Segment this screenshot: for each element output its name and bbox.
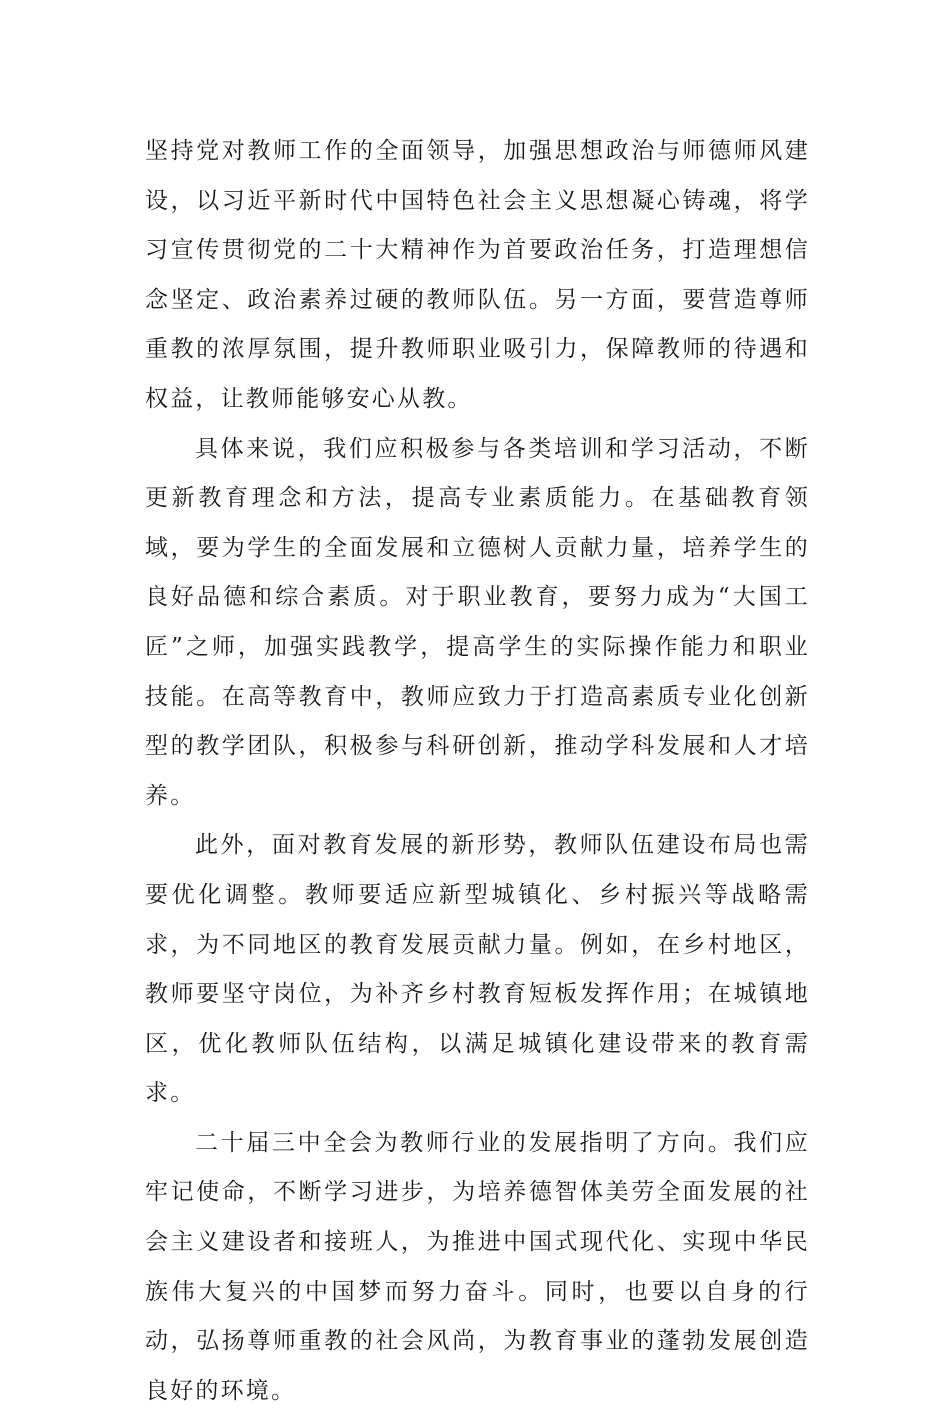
paragraph: 二十届三中全会为教师行业的发展指明了方向。我们应牢记使命，不断学习进步，为培养德智体美劳全面发展的社会主义建设者和接班人，为推进中国式现代化、实现中华民族伟大复兴的中国梦而努力奋斗。同时，也要以自身的行动，弘扬尊师重教的社会风尚，为教育事业的蓬勃发展创造良好的环境。 <box>145 1129 810 1404</box>
paragraph: 具体来说，我们应积极参与各类培训和学习活动，不断更新教育理念和方法，提高专业素质能力。在基础教育领域，要为学生的全面发展和立德树人贡献力量，培养学生的良好品德和综合素质。对于职业教育，要努力成为“大国工匠”之师，加强实践教学，提高学生的实际操作能力和职业技能。在高等教育中，教师应致力于打造高素质专业化创新型的教学团队，积极参与科研创新，推动学科发展和人才培养。 <box>145 435 810 809</box>
paragraph: 此外，面对教育发展的新形势，教师队伍建设布局也需要优化调整。教师要适应新型城镇化、乡村振兴等战略需求，为不同地区的教育发展贡献力量。例如，在乡村地区，教师要坚守岗位，为补齐乡村教育短板发挥作用；在城镇地区，优化教师队伍结构，以满足城镇化建设带来的教育需求。 <box>145 832 810 1107</box>
paragraph-continued: 坚持党对教师工作的全面领导，加强思想政治与师德师风建设，以习近平新时代中国特色社会主义思想凝心铸魂，将学习宣传贯彻党的二十大精神作为首要政治任务，打造理想信念坚定、政治素养过硬的教师队伍。另一方面，要营造尊师重教的浓厚氛围，提升教师职业吸引力，保障教师的待遇和权益，让教师能够安心从教。 <box>145 138 810 412</box>
document-body <box>145 127 810 1416</box>
